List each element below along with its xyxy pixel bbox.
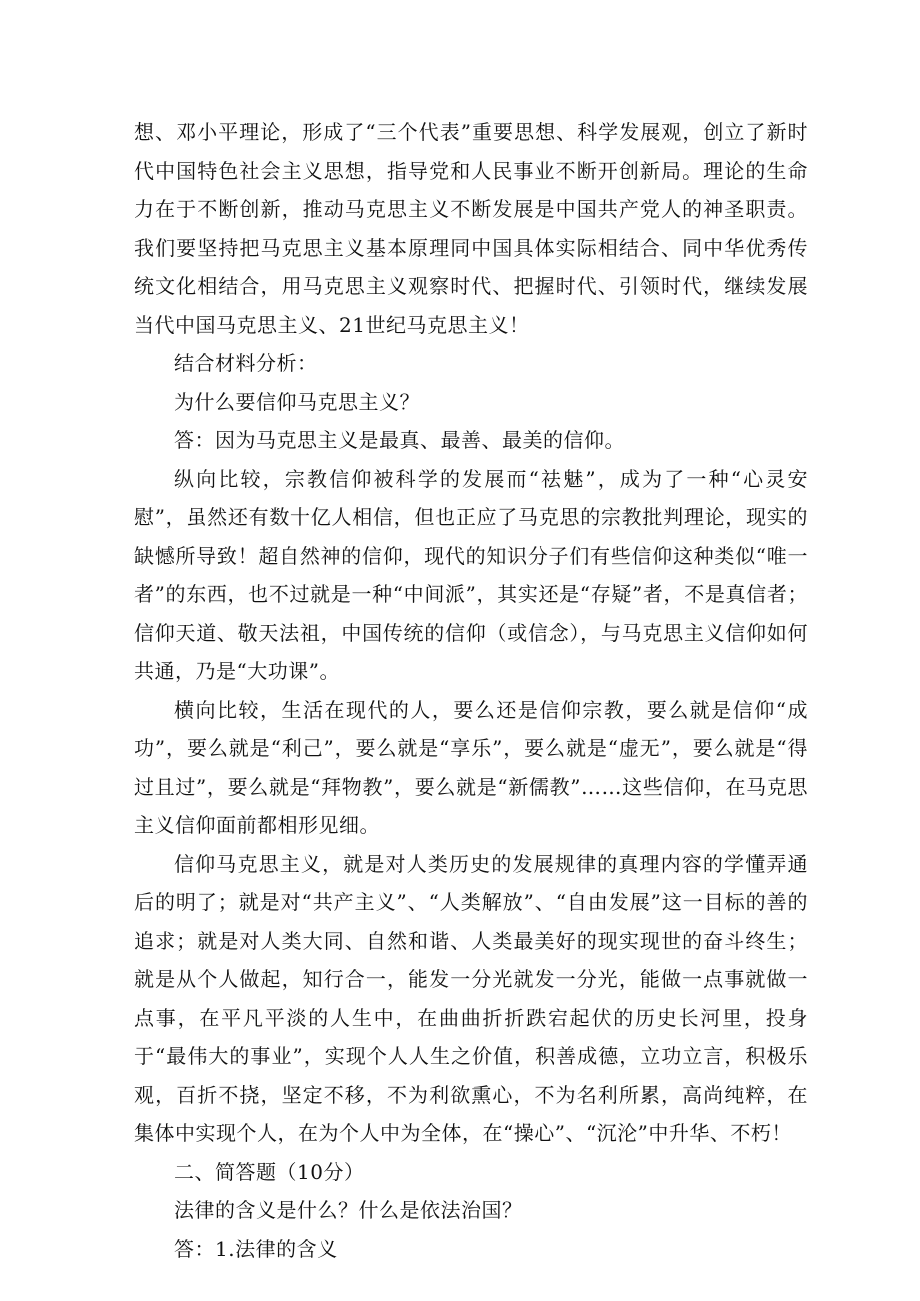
paragraph-intro-continuation: 想、邓小平理论，形成了“三个代表”重要思想、科学发展观，创立了新时代中国特色社会主义思想，指导党和人民事业不断开创新局。理论的生命力在于不断创新，推动马克思主义不断发展是中国共产党人的神圣职责。我们要坚持把马克思主义基本原理同中国具体实际相结合、同中华优秀传统文化相结合，用马克思主义观察时代、把握时代、引领时代，继续发展当代中国马克思主义、21世纪马克思主义！ — [134, 120, 808, 337]
paragraph-vertical-comparison: 纵向比较，宗教信仰被科学的发展而“祛魅”，成为了一种“心灵安慰”，虽然还有数十亿人相信，但也正应了马克思的宗教批判理论，现实的缺憾所导致！超自然神的信仰，现代的知识分子们有些信仰这种类似“唯一者”的东西，也不过就是一种“中间派”，其实还是“存疑”者，不是真信者；信仰天道、敬天法祖，中国传统的信仰（或信念），与马克思主义信仰如何共通，乃是“大功课”。 — [134, 466, 808, 683]
paragraph-question: 为什么要信仰马克思主义？ — [174, 389, 420, 414]
paragraph-question-2: 法律的含义是什么？什么是依法治国？ — [174, 1198, 523, 1222]
paragraph-horizontal-comparison: 横向比较，生活在现代的人，要么还是信仰宗教，要么就是信仰“成功”，要么就是“利己”，要么就是“享乐”，要么就是“虚无”，要么就是“得过且过”，要么就是“拜物教”，要么就是“新儒教”……这些信仰，在马克思主义信仰面前都相形见细。 — [134, 697, 808, 837]
section-heading: 二、简答题（10分） — [174, 1159, 365, 1184]
paragraph-prompt: 结合材料分析： — [174, 351, 318, 375]
paragraph-answer: 答：因为马克思主义是最真、最善、最美的信仰。 — [174, 428, 625, 452]
paragraph-answer-2: 答：1.法律的含义 — [174, 1236, 338, 1261]
paragraph-believing-marxism: 信仰马克思主义，就是对人类历史的发展规律的真理内容的学懂弄通后的明了；就是对“共产主义”、“人类解放”、“自由发展”这一目标的善的追求；就是对人类大同、自然和谐、人类最美好的现实现世的奋斗终生；就是从个人做起，知行合一，能发一分光就发一分光，能做一点事就做一点事，在平凡平淡的人生中，在曲曲折折跌宕起伏的历史长河里，投身于“最伟大的事业”，实现个人人生之价值，积善成德，立功立言，积极乐观，百折不挠，坚定不移，不为利欲熏心，不为名利所累，高尚纯粹，在集体中实现个人，在为个人中为全体，在“操心”、“沉沦”中升华、不朽！ — [134, 851, 808, 1145]
